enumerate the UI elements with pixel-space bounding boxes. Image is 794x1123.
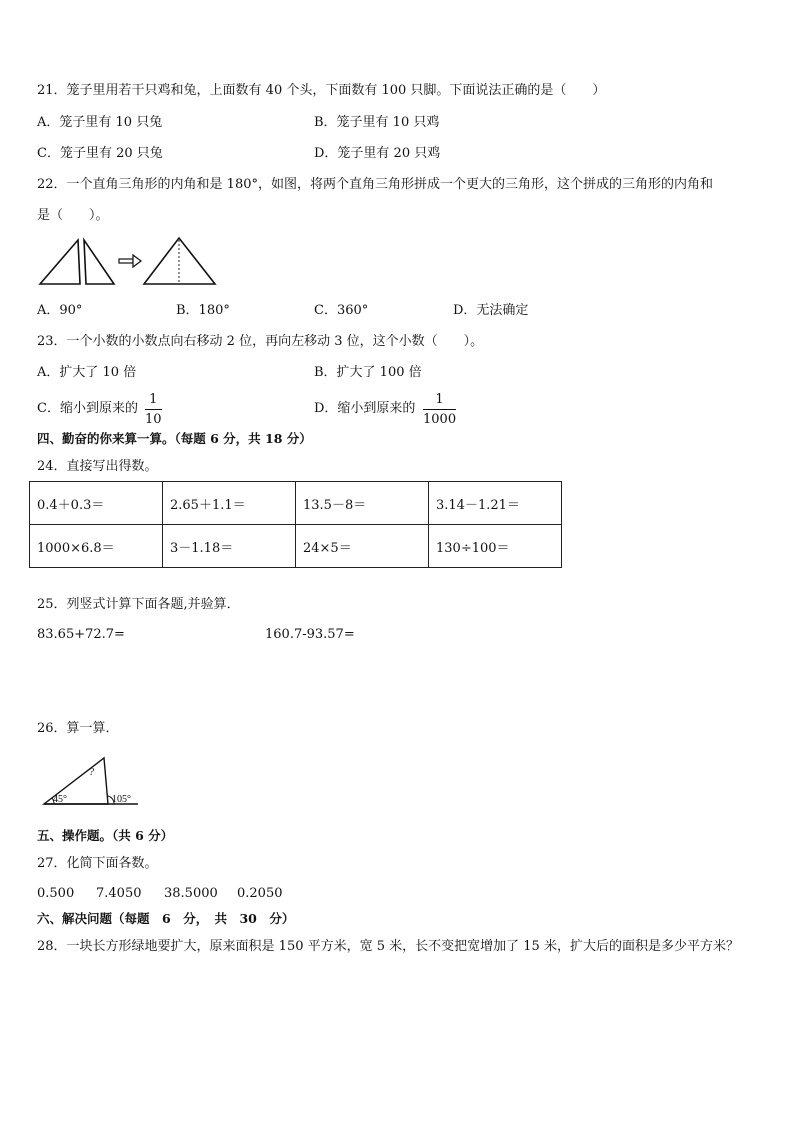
q21-stem: 21．笼子里用若干只鸡和兔，上面数有 40 个头，下面数有 100 只脚。下面说法正确的是（ ） bbox=[37, 83, 606, 98]
fraction-denominator: 1000 bbox=[423, 412, 457, 427]
q25-stem: 25．列竖式计算下面各题,并验算． bbox=[37, 597, 240, 612]
q22-triangles-figure bbox=[38, 236, 218, 288]
q24-stem: 24．直接写出得数。 bbox=[37, 459, 158, 474]
q21-option-d: D．笼子里有 20 只鸡 bbox=[314, 146, 441, 161]
q27-number-1: 0.500 bbox=[37, 886, 75, 901]
q23-option-c-fraction bbox=[145, 393, 162, 426]
q25-expression-1: 83.65+72.7= bbox=[37, 627, 125, 642]
calc-cell: 2.65＋1.1＝ bbox=[163, 482, 296, 525]
q23-option-b: B．扩大了 100 倍 bbox=[314, 365, 422, 380]
q21-option-b: B．笼子里有 10 只鸡 bbox=[314, 115, 440, 130]
q23-option-d-prefix: D．缩小到原来的 bbox=[314, 401, 416, 416]
fraction-numerator: 1 bbox=[423, 393, 456, 410]
table-row bbox=[30, 525, 562, 568]
calc-cell: 3.14－1.21＝ bbox=[429, 482, 562, 525]
q26-triangle-figure bbox=[40, 754, 142, 810]
q27-number-4: 0.2050 bbox=[237, 886, 283, 901]
table-row bbox=[30, 482, 562, 525]
section5-title: 五、操作题。（共 6 分） bbox=[37, 828, 174, 843]
q23-option-a: A．扩大了 10 倍 bbox=[37, 365, 137, 380]
q22-option-a: A．90° bbox=[37, 303, 83, 318]
q27-number-2: 7.4050 bbox=[96, 886, 142, 901]
q24-calc-table bbox=[29, 481, 562, 568]
q22-stem-line1: 22．一个直角三角形的内角和是 180°，如图，将两个直角三角形拼成一个更大的三角形，这个拼成的三角形的内角和 bbox=[37, 177, 713, 192]
calc-cell: 0.4＋0.3＝ bbox=[30, 482, 163, 525]
q22-option-c: C．360° bbox=[314, 303, 369, 318]
calc-cell: 24×5＝ bbox=[296, 525, 429, 568]
section4-title: 四、勤奋的你来算一算。（每题 6 分，共 18 分） bbox=[37, 431, 312, 446]
q21-option-a: A．笼子里有 10 只兔 bbox=[37, 115, 163, 130]
section6-title: 六、解决问题（每题 6 分， 共 30 分） bbox=[37, 911, 295, 926]
q26-stem: 26．算一算． bbox=[37, 721, 119, 736]
q28-stem: 28．一块长方形绿地要扩大，原来面积是 150 平方米，宽 5 米，长不变把宽增加了 15 米，扩大后的面积是多少平方米？ bbox=[37, 939, 739, 954]
q22-option-b: B．180° bbox=[176, 303, 230, 318]
calc-cell: 3－1.18＝ bbox=[163, 525, 296, 568]
right-triangle-left bbox=[40, 240, 80, 284]
q23-stem: 23．一个小数的小数点向右移动 2 位，再向左移动 3 位，这个小数（ ）。 bbox=[37, 334, 484, 349]
q22-stem-line2: 是（ ）。 bbox=[37, 208, 109, 223]
angle-unknown-label: ? bbox=[89, 767, 94, 778]
angle-45-label: 45° bbox=[53, 794, 67, 805]
q27-number-3: 38.5000 bbox=[164, 886, 218, 901]
q23-option-d-fraction bbox=[423, 393, 456, 426]
arrow-right-icon bbox=[119, 255, 141, 267]
q22-option-d: D．无法确定 bbox=[453, 303, 529, 318]
calc-cell: 13.5－8＝ bbox=[296, 482, 429, 525]
right-triangle-right bbox=[84, 240, 114, 284]
q27-stem: 27．化简下面各数。 bbox=[37, 856, 158, 871]
combined-triangle bbox=[144, 238, 215, 284]
fraction-denominator: 10 bbox=[145, 412, 162, 427]
q25-expression-2: 160.7-93.57= bbox=[265, 627, 355, 642]
calc-cell: 130÷100＝ bbox=[429, 525, 562, 568]
fraction-numerator: 1 bbox=[145, 393, 162, 410]
q21-option-c: C．笼子里有 20 只兔 bbox=[37, 146, 163, 161]
q23-option-c-prefix: C．缩小到原来的 bbox=[37, 401, 138, 416]
angle-105-label: 105° bbox=[112, 794, 131, 805]
calc-cell: 1000×6.8＝ bbox=[30, 525, 163, 568]
